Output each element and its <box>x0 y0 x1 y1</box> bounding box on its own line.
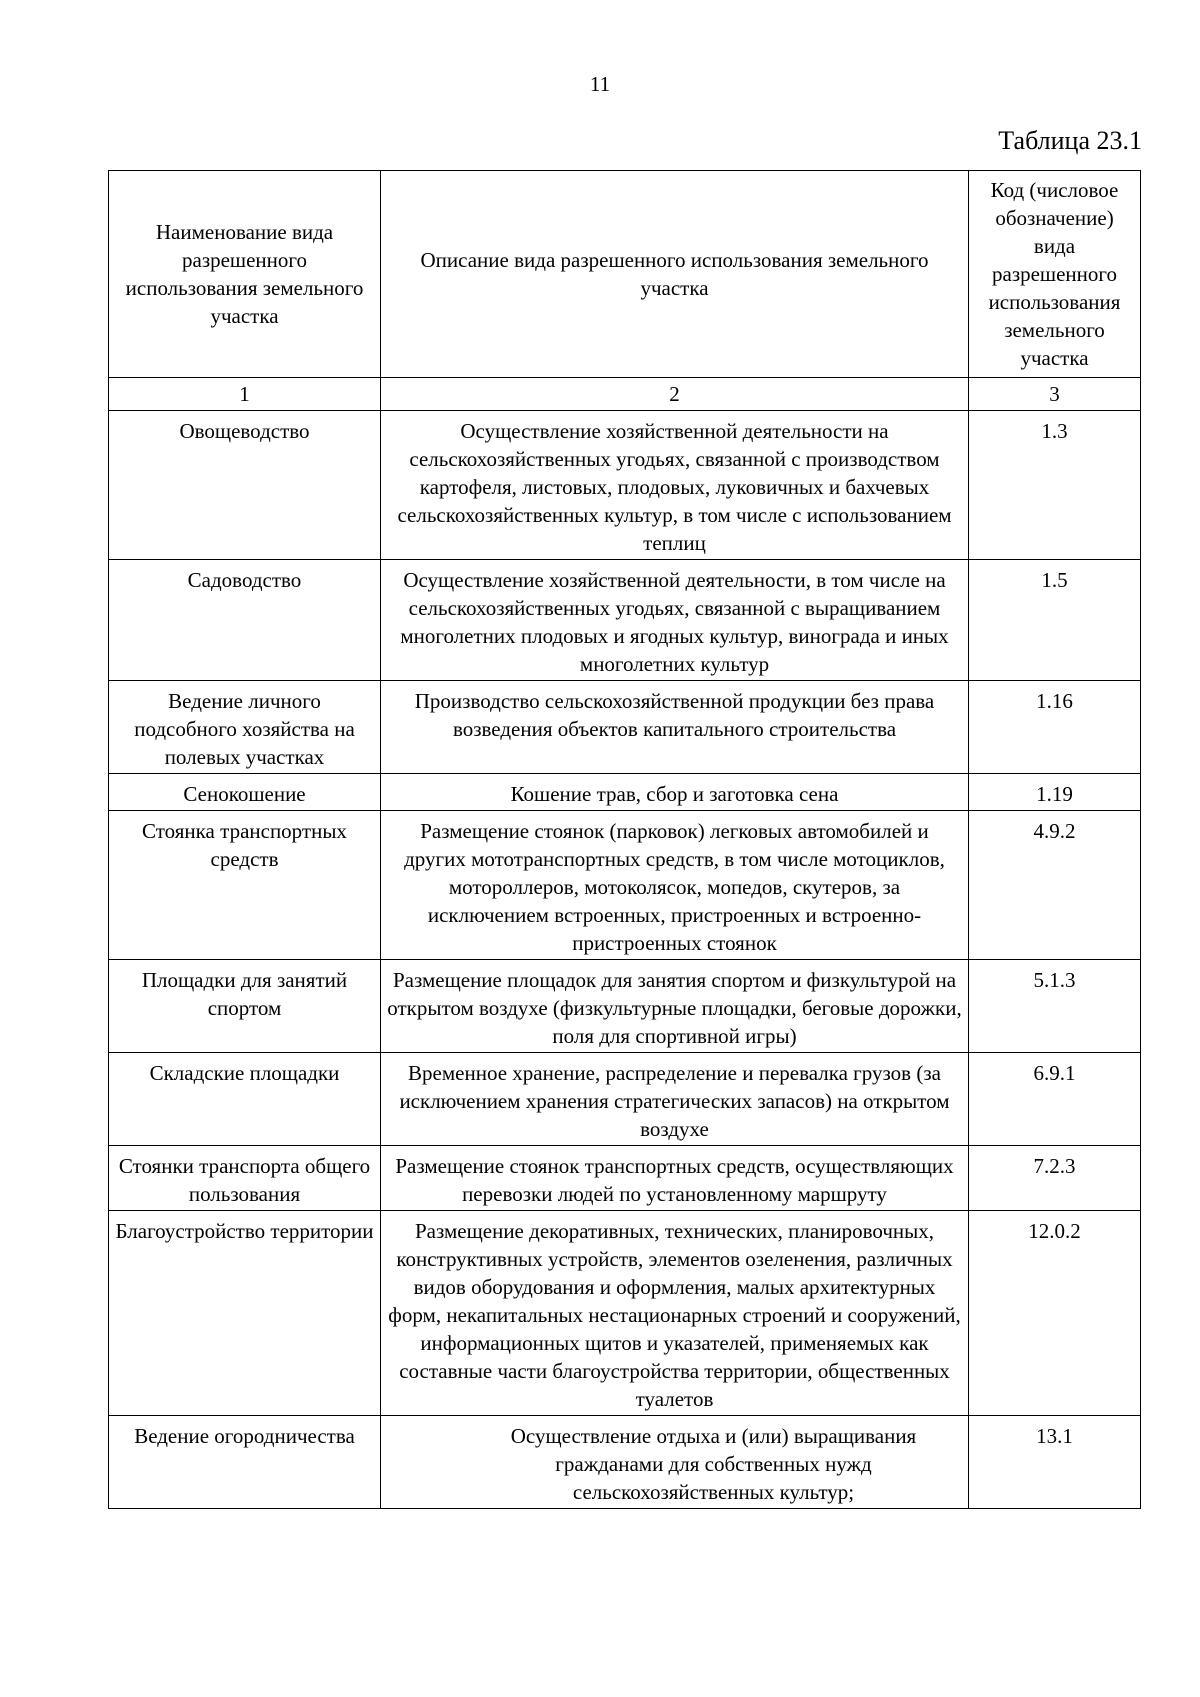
table-row <box>109 1053 1141 1146</box>
row-description: Размещение стоянок транспортных средств, осуществляющих перевозки людей по установленному маршруту <box>381 1146 969 1211</box>
row-code: 1.16 <box>969 681 1141 774</box>
row-description <box>381 1416 969 1509</box>
row-description-text: Осуществление отдыха и (или) выращивания гражданами для собственных нужд сельскохозяйственных культур; <box>510 1424 917 1504</box>
row-description: Кошение трав, сбор и заготовка сена <box>381 774 969 811</box>
table-row <box>109 560 1141 681</box>
row-code: 5.1.3 <box>969 960 1141 1053</box>
row-name: Стоянки транспорта общего пользования <box>109 1146 381 1211</box>
table-row <box>109 960 1141 1053</box>
row-name: Стоянка транспортных средств <box>109 811 381 960</box>
row-code: 1.19 <box>969 774 1141 811</box>
column-number-row <box>109 378 1141 411</box>
row-name: Благоустройство территории <box>109 1211 381 1416</box>
row-code: 13.1 <box>969 1416 1141 1509</box>
row-description: Временное хранение, распределение и перевалка грузов (за исключением хранения стратегических запасов) на открытом воздухе <box>381 1053 969 1146</box>
header-code: Код (числовое обозначение) вида разрешенного использования земельного участка <box>969 171 1141 378</box>
row-description: Размещение площадок для занятия спортом и физкультурой на открытом воздухе (физкультурные площадки, беговые дорожки, поля для спортивной игры) <box>381 960 969 1053</box>
column-number: 3 <box>969 378 1141 411</box>
row-name: Сенокошение <box>109 774 381 811</box>
table-row <box>109 681 1141 774</box>
row-name: Ведение личного подсобного хозяйства на полевых участках <box>109 681 381 774</box>
row-name: Овощеводство <box>109 411 381 560</box>
table-caption: Таблица 23.1 <box>998 126 1142 155</box>
header-name: Наименование вида разрешенного использования земельного участка <box>109 171 381 378</box>
table-row <box>109 1211 1141 1416</box>
table-header-row <box>109 171 1141 378</box>
table-row <box>109 1146 1141 1211</box>
row-code: 1.5 <box>969 560 1141 681</box>
table-row <box>109 774 1141 811</box>
table-row <box>109 811 1141 960</box>
row-code: 12.0.2 <box>969 1211 1141 1416</box>
header-description: Описание вида разрешенного использования земельного участка <box>381 171 969 378</box>
row-description: Осуществление хозяйственной деятельности на сельскохозяйственных угодьях, связанной с производством картофеля, листовых, плодовых, луковичных и бахчевых сельскохозяйственных культур, в том числе с использованием теплиц <box>381 411 969 560</box>
column-number: 1 <box>109 378 381 411</box>
row-code: 1.3 <box>969 411 1141 560</box>
column-number: 2 <box>381 378 969 411</box>
row-name: Ведение огородничества <box>109 1416 381 1509</box>
row-name: Складские площадки <box>109 1053 381 1146</box>
row-code: 7.2.3 <box>969 1146 1141 1211</box>
row-description: Осуществление хозяйственной деятельности, в том числе на сельскохозяйственных угодьях, связанной с выращиванием многолетних плодовых и ягодных культур, винограда и иных многолетних культур <box>381 560 969 681</box>
row-description: Размещение стоянок (парковок) легковых автомобилей и других мототранспортных средств, в том числе мотоциклов, мотороллеров, мотоколясок, мопедов, скутеров, за исключением встроенных, пристроенных и встроенно-пристроенных стоянок <box>381 811 969 960</box>
row-name: Садоводство <box>109 560 381 681</box>
row-code: 4.9.2 <box>969 811 1141 960</box>
row-description: Размещение декоративных, технических, планировочных, конструктивных устройств, элементов озеленения, различных видов оборудования и оформления, малых архитектурных форм, некапитальных нестационарных строений и сооружений, информационных щитов и указателей, применяемых как составные части благоустройства территории, общественных туалетов <box>381 1211 969 1416</box>
land-use-table <box>108 170 1141 1509</box>
row-description: Производство сельскохозяйственной продукции без права возведения объектов капитального строительства <box>381 681 969 774</box>
row-code: 6.9.1 <box>969 1053 1141 1146</box>
table-row <box>109 411 1141 560</box>
table-row <box>109 1416 1141 1509</box>
row-name: Площадки для занятий спортом <box>109 960 381 1053</box>
page-number: 11 <box>589 72 611 96</box>
